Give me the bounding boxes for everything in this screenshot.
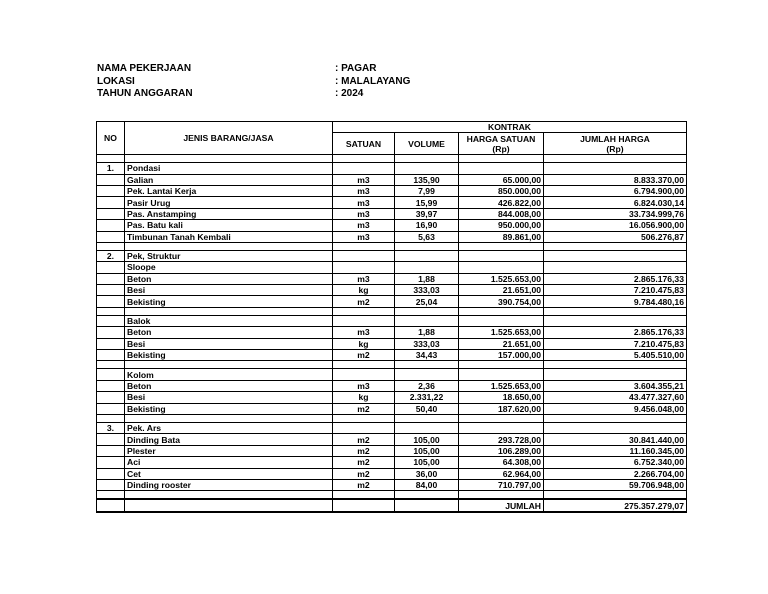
spacer-cell	[125, 414, 333, 422]
total-blank	[97, 499, 125, 511]
cell-satuan: m3	[333, 327, 395, 338]
cell-satuan: kg	[333, 285, 395, 296]
cell-harga-satuan: 157.000,00	[459, 350, 544, 361]
col-header-harga-satuan: HARGA SATUAN	[459, 133, 544, 144]
header-row-lokasi	[97, 76, 410, 89]
cell-volume: 105,00	[395, 457, 459, 468]
header-value: : PAGAR	[335, 63, 377, 74]
table-row	[97, 174, 687, 185]
cell-volume: 34,43	[395, 350, 459, 361]
cell-harga-satuan	[459, 250, 544, 261]
cell-jenis: Beton	[125, 380, 333, 391]
cell-no	[97, 350, 125, 361]
cell-jumlah-harga: 9.456.048,00	[544, 403, 687, 414]
cell-harga-satuan: 21.651,00	[459, 338, 544, 349]
cell-volume	[395, 262, 459, 273]
cell-no	[97, 369, 125, 380]
cell-satuan: m2	[333, 457, 395, 468]
cell-jumlah-harga: 3.604.355,21	[544, 380, 687, 391]
cell-harga-satuan: 844.008,00	[459, 208, 544, 219]
cell-no	[97, 197, 125, 208]
cell-satuan: m3	[333, 208, 395, 219]
cell-jenis: Besi	[125, 392, 333, 403]
spacer-cell	[97, 491, 125, 500]
header-label: NAMA PEKERJAAN	[97, 63, 192, 74]
cell-harga-satuan: 850.000,00	[459, 185, 544, 196]
cell-satuan: m3	[333, 231, 395, 242]
table-row	[97, 403, 687, 414]
table-row	[97, 185, 687, 196]
cell-harga-satuan: 1.525.653,00	[459, 273, 544, 284]
total-row	[97, 499, 687, 511]
cell-satuan	[333, 422, 395, 433]
cell-harga-satuan: 21.651,00	[459, 285, 544, 296]
spacer-cell	[125, 491, 333, 500]
cell-satuan: kg	[333, 392, 395, 403]
total-label: JUMLAH	[459, 499, 544, 511]
cell-volume: 84,00	[395, 479, 459, 490]
cell-satuan: m3	[333, 380, 395, 391]
cell-jenis: Pek. Ars	[125, 422, 333, 433]
cell-volume: 50,40	[395, 403, 459, 414]
spacer-cell	[395, 414, 459, 422]
cell-jenis: Beton	[125, 273, 333, 284]
spacer-cell	[459, 414, 544, 422]
table-row	[97, 479, 687, 490]
col-header-jumlah-harga: JUMLAH HARGA	[544, 133, 687, 144]
cell-no	[97, 392, 125, 403]
cell-volume: 2.331,22	[395, 392, 459, 403]
spacer-cell	[395, 307, 459, 315]
table-row	[97, 163, 687, 174]
header-value: : MALALAYANG	[335, 75, 411, 87]
cell-jumlah-harga: 6.752.340,00	[544, 457, 687, 468]
cell-volume	[395, 250, 459, 261]
cell-jumlah-harga	[544, 163, 687, 174]
spacer-cell	[395, 155, 459, 163]
cell-jenis: Pek. Lantai Kerja	[125, 185, 333, 196]
cell-jumlah-harga: 43.477.327,60	[544, 392, 687, 403]
cell-jumlah-harga: 2.865.176,33	[544, 273, 687, 284]
spacer-cell	[97, 361, 125, 369]
cell-harga-satuan: 62.964,00	[459, 468, 544, 479]
table-row	[97, 380, 687, 391]
col-header-rp: (Rp)	[459, 144, 544, 155]
cell-volume: 105,00	[395, 434, 459, 445]
cell-satuan: m2	[333, 296, 395, 307]
total-blank	[333, 499, 395, 511]
cell-harga-satuan: 1.525.653,00	[459, 327, 544, 338]
col-header-rp: (Rp)	[544, 144, 687, 155]
cell-no	[97, 174, 125, 185]
spacer-cell	[459, 491, 544, 500]
table-row	[97, 350, 687, 361]
cell-satuan: m3	[333, 273, 395, 284]
cell-jenis: Besi	[125, 285, 333, 296]
total-value: 275.357.279,07	[544, 499, 687, 511]
cell-jenis: Kolom	[125, 369, 333, 380]
cell-jenis: Besi	[125, 338, 333, 349]
table-row	[97, 285, 687, 296]
cell-jumlah-harga: 6.794.900,00	[544, 185, 687, 196]
spacer-cell	[459, 155, 544, 163]
cell-volume	[395, 369, 459, 380]
cell-harga-satuan	[459, 163, 544, 174]
col-header-volume: VOLUME	[395, 133, 459, 155]
table-row	[97, 422, 687, 433]
header-row-nama	[97, 63, 410, 76]
cell-no	[97, 445, 125, 456]
cell-satuan	[333, 250, 395, 261]
table-row	[97, 220, 687, 231]
cell-volume: 7,99	[395, 185, 459, 196]
cell-jumlah-harga	[544, 262, 687, 273]
cell-satuan: m2	[333, 468, 395, 479]
spacer-cell	[395, 242, 459, 250]
spacer-row	[97, 307, 687, 315]
cell-jumlah-harga: 506.276,87	[544, 231, 687, 242]
cell-jenis: Beton	[125, 327, 333, 338]
cell-volume: 2,36	[395, 380, 459, 391]
table-row	[97, 262, 687, 273]
cell-jenis: Dinding rooster	[125, 479, 333, 490]
col-header-kontrak: KONTRAK	[333, 122, 687, 133]
cell-no	[97, 380, 125, 391]
spacer-cell	[395, 491, 459, 500]
cell-jumlah-harga: 7.210.475,83	[544, 285, 687, 296]
cell-jumlah-harga: 2.266.704,00	[544, 468, 687, 479]
cell-jumlah-harga: 6.824.030,14	[544, 197, 687, 208]
cell-no	[97, 315, 125, 326]
cell-satuan	[333, 315, 395, 326]
cell-volume: 16,90	[395, 220, 459, 231]
cell-jenis: Cet	[125, 468, 333, 479]
total-blank	[395, 499, 459, 511]
spacer-cell	[97, 242, 125, 250]
cell-jenis: Bekisting	[125, 350, 333, 361]
cell-satuan: m2	[333, 434, 395, 445]
cell-harga-satuan: 426.822,00	[459, 197, 544, 208]
cell-jumlah-harga: 8.833.370,00	[544, 174, 687, 185]
spacer-cell	[125, 155, 333, 163]
spacer-cell	[544, 414, 687, 422]
cell-satuan: m2	[333, 479, 395, 490]
cell-harga-satuan: 64.308,00	[459, 457, 544, 468]
cell-jumlah-harga: 16.056.900,00	[544, 220, 687, 231]
spacer-cell	[97, 155, 125, 163]
cell-volume: 1,88	[395, 327, 459, 338]
header-value: : 2024	[335, 88, 364, 99]
spacer-cell	[333, 242, 395, 250]
cell-volume: 25,04	[395, 296, 459, 307]
cell-no	[97, 220, 125, 231]
cell-harga-satuan: 89.861,00	[459, 231, 544, 242]
table-row	[97, 457, 687, 468]
cell-jenis: Galian	[125, 174, 333, 185]
cell-volume: 1,88	[395, 273, 459, 284]
cell-no: 1.	[97, 163, 125, 174]
col-header-jenis: JENIS BARANG/JASA	[125, 122, 333, 155]
cell-satuan: m3	[333, 174, 395, 185]
spacer-cell	[544, 491, 687, 500]
table-body	[97, 155, 687, 500]
table-row	[97, 327, 687, 338]
spacer-cell	[544, 155, 687, 163]
cell-satuan: m3	[333, 220, 395, 231]
spacer-cell	[125, 242, 333, 250]
cell-no	[97, 338, 125, 349]
cell-volume	[395, 163, 459, 174]
cell-jenis: Bekisting	[125, 403, 333, 414]
cell-harga-satuan	[459, 369, 544, 380]
cell-no	[97, 285, 125, 296]
col-header-no: NO	[97, 122, 125, 155]
cell-harga-satuan: 106.289,00	[459, 445, 544, 456]
spacer-cell	[125, 307, 333, 315]
cell-satuan	[333, 369, 395, 380]
cell-jumlah-harga: 9.784.480,16	[544, 296, 687, 307]
cell-jumlah-harga: 11.160.345,00	[544, 445, 687, 456]
cell-jumlah-harga	[544, 315, 687, 326]
table-row	[97, 231, 687, 242]
spacer-cell	[125, 361, 333, 369]
table-row	[97, 296, 687, 307]
cell-harga-satuan: 950.000,00	[459, 220, 544, 231]
spacer-row	[97, 242, 687, 250]
spacer-cell	[459, 242, 544, 250]
cell-satuan	[333, 163, 395, 174]
cell-jumlah-harga: 59.706.948,00	[544, 479, 687, 490]
project-header	[97, 63, 410, 101]
cell-volume: 15,99	[395, 197, 459, 208]
cell-harga-satuan: 710.797,00	[459, 479, 544, 490]
cell-satuan: m3	[333, 197, 395, 208]
cell-harga-satuan: 1.525.653,00	[459, 380, 544, 391]
total-blank	[125, 499, 333, 511]
cell-jenis: Pasir Urug	[125, 197, 333, 208]
cell-jenis: Pondasi	[125, 163, 333, 174]
cell-satuan: m2	[333, 445, 395, 456]
cell-volume: 333,03	[395, 285, 459, 296]
spacer-row	[97, 361, 687, 369]
cell-no	[97, 231, 125, 242]
header-label: TAHUN ANGGARAN	[97, 88, 193, 99]
cell-jumlah-harga	[544, 250, 687, 261]
cell-volume: 39,97	[395, 208, 459, 219]
cell-jenis: Pek, Struktur	[125, 250, 333, 261]
table-row	[97, 197, 687, 208]
spacer-cell	[459, 307, 544, 315]
cell-jenis: Timbunan Tanah Kembali	[125, 231, 333, 242]
cell-jumlah-harga: 5.405.510,00	[544, 350, 687, 361]
table-row	[97, 468, 687, 479]
cell-jenis: Aci	[125, 457, 333, 468]
cell-satuan: m2	[333, 403, 395, 414]
cell-no	[97, 273, 125, 284]
spacer-cell	[544, 361, 687, 369]
cell-jumlah-harga: 7.210.475,83	[544, 338, 687, 349]
table-row	[97, 445, 687, 456]
cell-no	[97, 185, 125, 196]
cell-satuan: m2	[333, 350, 395, 361]
cost-table	[96, 121, 687, 513]
spacer-cell	[333, 361, 395, 369]
cell-no	[97, 403, 125, 414]
cell-jenis: Sloope	[125, 262, 333, 273]
cell-harga-satuan: 65.000,00	[459, 174, 544, 185]
table-row	[97, 208, 687, 219]
spacer-row	[97, 155, 687, 163]
table-row	[97, 434, 687, 445]
spacer-cell	[333, 307, 395, 315]
cell-volume: 135,90	[395, 174, 459, 185]
spacer-cell	[544, 242, 687, 250]
spacer-cell	[333, 155, 395, 163]
cell-no	[97, 262, 125, 273]
cell-no	[97, 457, 125, 468]
spacer-cell	[395, 361, 459, 369]
cell-harga-satuan	[459, 315, 544, 326]
header-label: LOKASI	[97, 75, 135, 87]
cell-no	[97, 468, 125, 479]
cell-no: 2.	[97, 250, 125, 261]
header-row-tahun	[97, 88, 410, 101]
cell-jenis: Pas. Batu kali	[125, 220, 333, 231]
table-row	[97, 369, 687, 380]
cell-no	[97, 327, 125, 338]
table-row	[97, 338, 687, 349]
table-row	[97, 392, 687, 403]
cell-jumlah-harga	[544, 422, 687, 433]
cell-volume	[395, 315, 459, 326]
cell-jenis: Dinding Bata	[125, 434, 333, 445]
spacer-cell	[333, 414, 395, 422]
cell-jumlah-harga	[544, 369, 687, 380]
cell-jumlah-harga: 30.841.440,00	[544, 434, 687, 445]
spacer-cell	[333, 491, 395, 500]
cell-harga-satuan	[459, 262, 544, 273]
cell-harga-satuan: 293.728,00	[459, 434, 544, 445]
cell-satuan	[333, 262, 395, 273]
cell-volume	[395, 422, 459, 433]
cell-volume: 105,00	[395, 445, 459, 456]
cell-harga-satuan: 187.620,00	[459, 403, 544, 414]
cell-satuan: m3	[333, 185, 395, 196]
cell-no	[97, 296, 125, 307]
cell-jenis: Bekisting	[125, 296, 333, 307]
table-row	[97, 250, 687, 261]
spacer-row	[97, 491, 687, 500]
cell-jumlah-harga: 2.865.176,33	[544, 327, 687, 338]
cell-jenis: Plester	[125, 445, 333, 456]
table-row	[97, 273, 687, 284]
spacer-row	[97, 414, 687, 422]
cell-harga-satuan: 18.650,00	[459, 392, 544, 403]
cell-satuan: kg	[333, 338, 395, 349]
cell-no	[97, 208, 125, 219]
cell-no	[97, 479, 125, 490]
spacer-cell	[544, 307, 687, 315]
spacer-cell	[97, 414, 125, 422]
cell-no	[97, 434, 125, 445]
cell-harga-satuan: 390.754,00	[459, 296, 544, 307]
cell-no: 3.	[97, 422, 125, 433]
table-row	[97, 315, 687, 326]
cell-volume: 5,63	[395, 231, 459, 242]
col-header-satuan: SATUAN	[333, 133, 395, 155]
cell-jenis: Pas. Anstamping	[125, 208, 333, 219]
cell-jenis: Balok	[125, 315, 333, 326]
spacer-cell	[97, 307, 125, 315]
spacer-cell	[459, 361, 544, 369]
cell-volume: 36,00	[395, 468, 459, 479]
cell-volume: 333,03	[395, 338, 459, 349]
cell-harga-satuan	[459, 422, 544, 433]
cell-jumlah-harga: 33.734.999,76	[544, 208, 687, 219]
